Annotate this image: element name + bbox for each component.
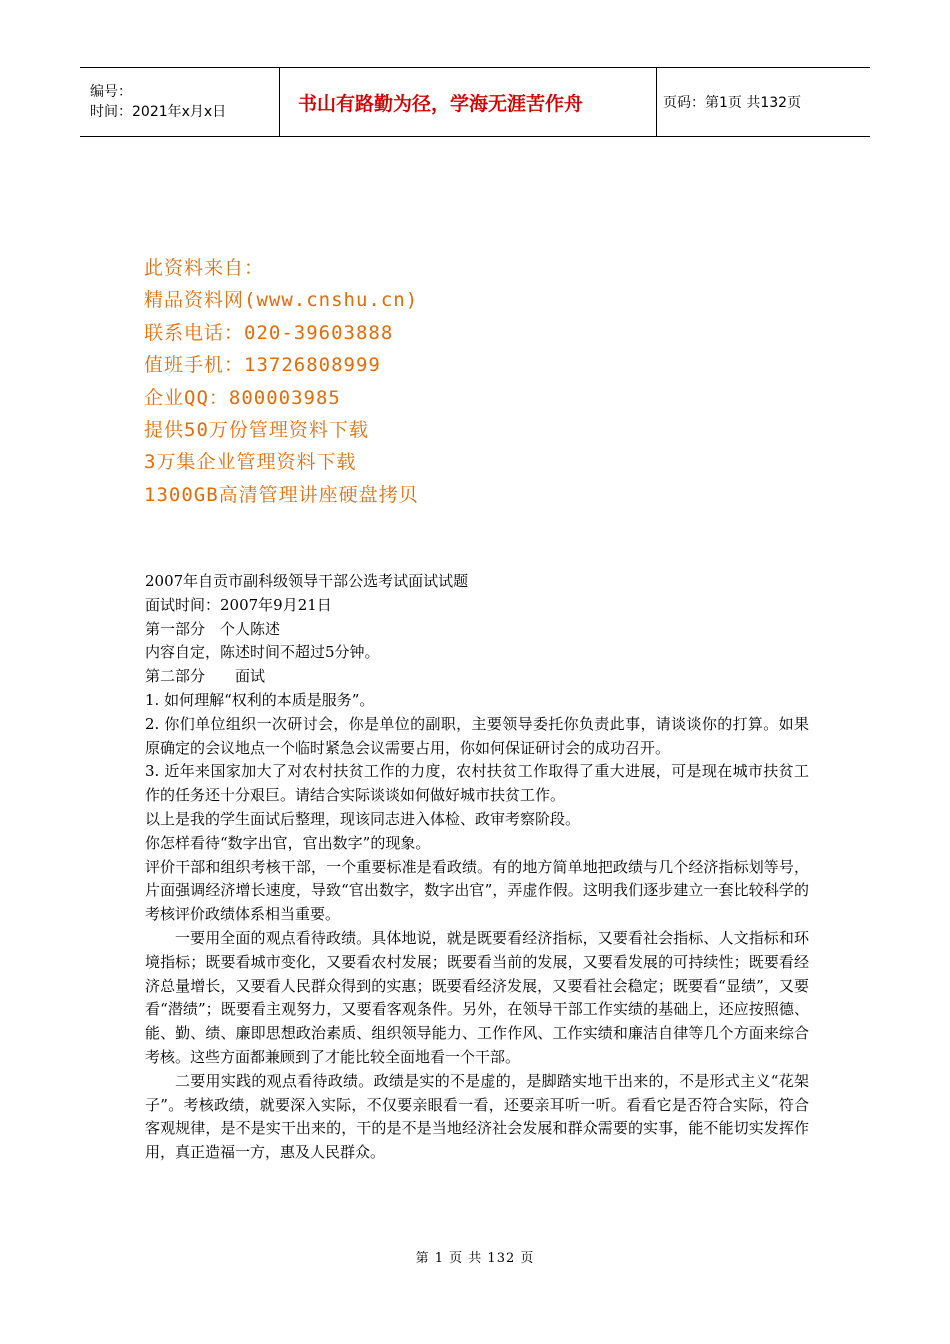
section-heading: 第二部分 面试: [145, 667, 266, 686]
question: 2. 你们单位组织一次研讨会，你是单位的副职，主要领导委托你负责此事，请谈谈你的打算。如果原确定的会议地点一个临时紧急会议需要占用，你如何保证研讨会的成功召开。: [145, 714, 809, 757]
source-advertisement: [144, 252, 419, 511]
paragraph: 二要用实践的观点看待政绩。政绩是实的不是虚的，是脚踏实地干出来的，不是形式主义“花架子”。考核政绩，就要深入实际，不仅要亲眼看一看，还要亲耳听一听。看看它是否符合实际，符合客观规律，是不是实干出来的，干的是不是当地经济社会发展和群众需要的实事，能不能切实发挥作用，真正造福一方，惠及人民群众。: [145, 1071, 809, 1162]
ad-line: 提供50万份管理资料下载: [144, 419, 369, 442]
document-number-label: 编号：: [90, 84, 132, 100]
document-body: [145, 570, 809, 1165]
paragraph: 以上是我的学生面试后整理，现该同志进入体检、政审考察阶段。: [145, 809, 581, 828]
header-meta: [80, 68, 280, 136]
interview-date: 面试时间：2007年9月21日: [145, 595, 332, 614]
page-header: [80, 67, 870, 137]
ad-line: 企业QQ：800003985: [144, 386, 341, 409]
ad-line: 精品资料网(www.cnshu.cn): [144, 289, 419, 312]
paragraph: 内容自定，陈述时间不超过5分钟。: [145, 643, 380, 662]
ad-line: 值班手机：13726808999: [144, 354, 381, 377]
question: 1. 如何理解“权利的本质是服务”。: [145, 690, 375, 709]
ad-line: 联系电话：020-39603888: [144, 321, 394, 344]
section-heading: 第一部分 个人陈述: [145, 619, 281, 638]
ad-line: 此资料来自：: [144, 257, 265, 279]
paragraph: 你怎样看待“数字出官，官出数字”的现象。: [145, 833, 431, 852]
header-motto: 书山有路勤为径，学海无涯苦作舟: [280, 68, 657, 136]
ad-line: 3万集企业管理资料下载: [144, 451, 357, 474]
document-title: 2007年自贡市副科级领导干部公选考试面试试题: [145, 572, 469, 590]
ad-line: 1300GB高清管理讲座硬盘拷贝: [144, 483, 419, 506]
document-date: 时间：2021年x月x日: [90, 104, 227, 120]
paragraph: 一要用全面的观点看待政绩。具体地说，就是既要看经济指标，又要看社会指标、人文指标和环境指标；既要看城市变化，又要看农村发展；既要看当前的发展，又要看发展的可持续性；既要看经济总量增长，又要看人民群众得到的实惠；既要看经济发展，又要看社会稳定；既要看“显绩”，又要看“潜绩”；既要看主观努力，又要看客观条件。另外，在领导干部工作实绩的基础上，还应按照德、能、勤、绩、廉即思想政治素质、组织领导能力、工作作风、工作实绩和廉洁自律等几个方面来综合考核。这些方面都兼顾到了才能比较全面地看一个干部。: [145, 928, 809, 1066]
header-page-info: 页码：第1页 共132页: [663, 95, 802, 111]
question: 3. 近年来国家加大了对农村扶贫工作的力度，农村扶贫工作取得了重大进展，可是现在城市扶贫工作的任务还十分艰巨。请结合实际谈谈如何做好城市扶贫工作。: [145, 762, 809, 805]
page-footer: 第 1 页 共 132 页: [415, 1251, 535, 1266]
paragraph: 评价干部和组织考核干部，一个重要标准是看政绩。有的地方简单地把政绩与几个经济指标划等号，片面强调经济增长速度，导致“官出数字，数字出官”，弄虚作假。这明我们逐步建立一套比较科学的考核评价政绩体系相当重要。: [145, 857, 809, 924]
